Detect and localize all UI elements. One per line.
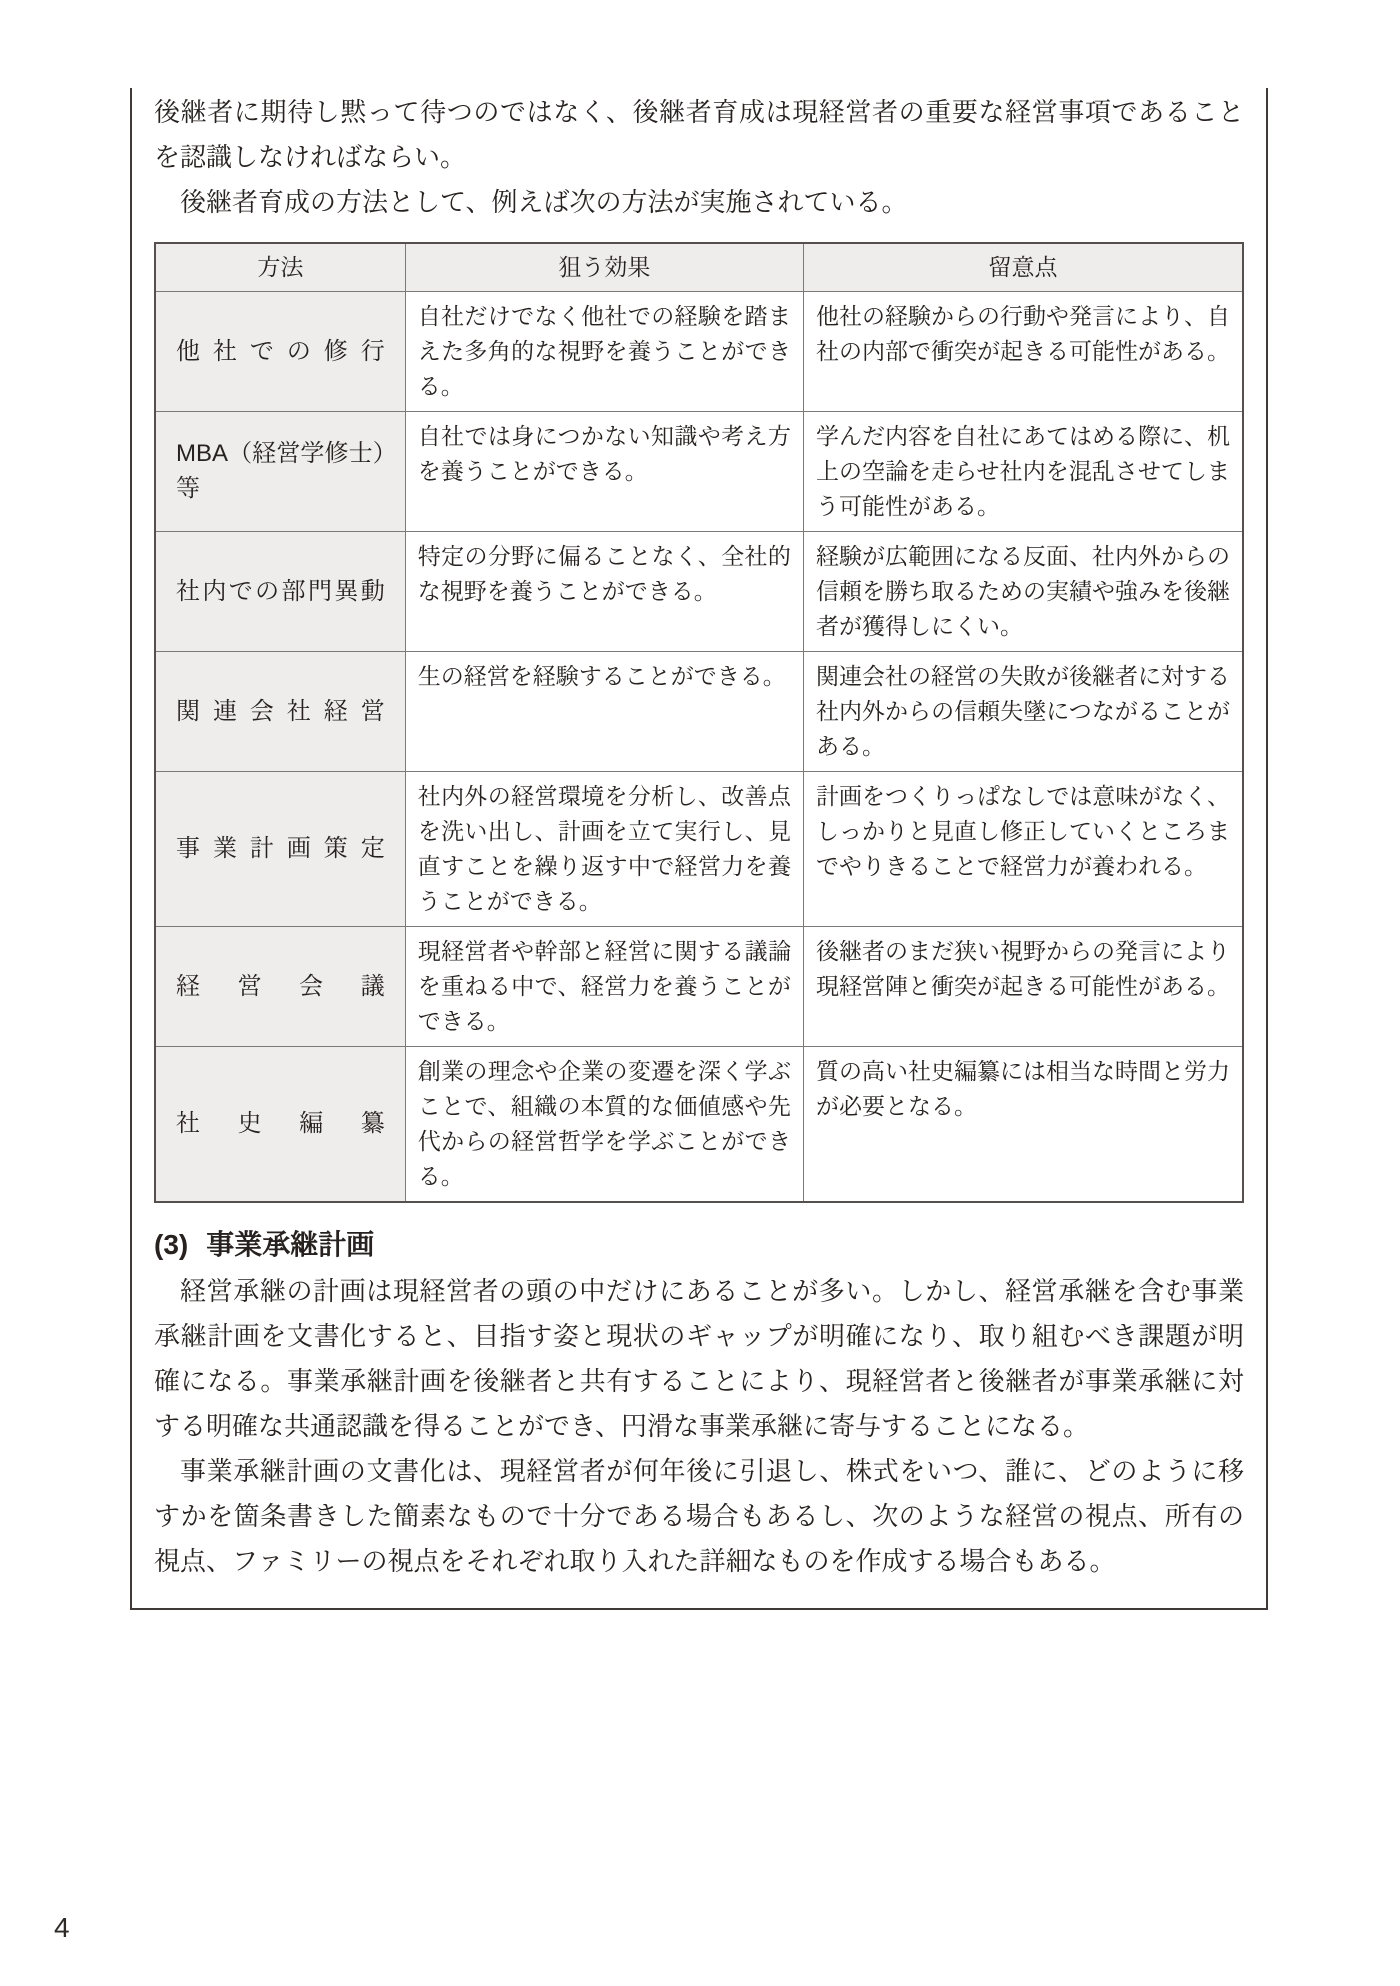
note-cell: 経験が広範囲になる反面、社内外からの信頼を勝ち取るための実績や強みを後継者が獲得しにくい。 bbox=[803, 531, 1243, 651]
section3-title: 事業承継計画 bbox=[206, 1228, 375, 1260]
page-number: 4 bbox=[54, 1912, 70, 1943]
table-row bbox=[155, 651, 1243, 771]
table-row bbox=[155, 926, 1243, 1046]
note-cell: 他社の経験からの行動や発言により、自社の内部で衝突が起きる可能性がある。 bbox=[803, 291, 1243, 411]
method-cell: 社史編纂 bbox=[155, 1046, 405, 1202]
table-row bbox=[155, 771, 1243, 926]
content-box bbox=[130, 88, 1268, 1610]
method-cell: MBA（経営学修士）等 bbox=[155, 411, 405, 531]
effect-cell: 自社だけでなく他社での経験を踏まえた多角的な視野を養うことができる。 bbox=[405, 291, 803, 411]
effect-cell: 創業の理念や企業の変遷を深く学ぶことで、組織の本質的な価値感や先代からの経営哲学を学ぶことができる。 bbox=[405, 1046, 803, 1202]
section3-heading bbox=[154, 1227, 1244, 1263]
successor-training-table bbox=[154, 242, 1244, 1203]
intro-paragraph-1: 後継者に期待し黙って待つのではなく、後継者育成は現経営者の重要な経営事項であることを認識しなければならい。 bbox=[154, 97, 1244, 172]
table-header-row bbox=[155, 243, 1243, 291]
note-cell: 関連会社の経営の失敗が後継者に対する社内外からの信頼失墜につながることがある。 bbox=[803, 651, 1243, 771]
effect-cell: 生の経営を経験することができる。 bbox=[405, 651, 803, 771]
table-row bbox=[155, 531, 1243, 651]
effect-cell: 社内外の経営環境を分析し、改善点を洗い出し、計画を立て実行し、見直すことを繰り返す中で経営力を養うことができる。 bbox=[405, 771, 803, 926]
note-cell: 計画をつくりっぱなしでは意味がなく、しっかりと見直し修正していくところまでやりきることで経営力が養われる。 bbox=[803, 771, 1243, 926]
note-cell: 質の高い社史編纂には相当な時間と労力が必要となる。 bbox=[803, 1046, 1243, 1202]
method-cell: 社内での部門異動 bbox=[155, 531, 405, 651]
method-cell: 事業計画策定 bbox=[155, 771, 405, 926]
header-effect: 狙う効果 bbox=[405, 243, 803, 291]
method-cell: 他社での修行 bbox=[155, 291, 405, 411]
section3-paragraph-2: 事業承継計画の文書化は、現経営者が何年後に引退し、株式をいつ、誰に、どのように移すかを箇条書きした簡素なもので十分である場合もあるし、次のような経営の視点、所有の視点、ファミリーの視点をそれぞれ取り入れた詳細なものを作成する場合もある。 bbox=[154, 1455, 1244, 1576]
effect-cell: 自社では身につかない知識や考え方を養うことができる。 bbox=[405, 411, 803, 531]
table-row bbox=[155, 291, 1243, 411]
table-row bbox=[155, 411, 1243, 531]
section3-body bbox=[154, 1269, 1244, 1584]
effect-cell: 特定の分野に偏ることなく、全社的な視野を養うことができる。 bbox=[405, 531, 803, 651]
note-cell: 後継者のまだ狭い視野からの発言により現経営陣と衝突が起きる可能性がある。 bbox=[803, 926, 1243, 1046]
section3-number: (3) bbox=[154, 1228, 189, 1260]
table-row bbox=[155, 1046, 1243, 1202]
effect-cell: 現経営者や幹部と経営に関する議論を重ねる中で、経営力を養うことができる。 bbox=[405, 926, 803, 1046]
header-method: 方法 bbox=[155, 243, 405, 291]
section3-paragraph-1: 経営承継の計画は現経営者の頭の中だけにあることが多い。しかし、経営承継を含む事業承継計画を文書化すると、目指す姿と現状のギャップが明確になり、取り組むべき課題が明確になる。事業承継計画を後継者と共有することにより、現経営者と後継者が事業承継に対する明確な共通認識を得ることができ、円滑な事業承継に寄与することになる。 bbox=[154, 1275, 1244, 1441]
intro-paragraph-2: 後継者育成の方法として、例えば次の方法が実施されている。 bbox=[180, 187, 908, 217]
method-cell: 関連会社経営 bbox=[155, 651, 405, 771]
method-cell: 経営会議 bbox=[155, 926, 405, 1046]
header-note: 留意点 bbox=[803, 243, 1243, 291]
note-cell: 学んだ内容を自社にあてはめる際に、机上の空論を走らせ社内を混乱させてしまう可能性がある。 bbox=[803, 411, 1243, 531]
